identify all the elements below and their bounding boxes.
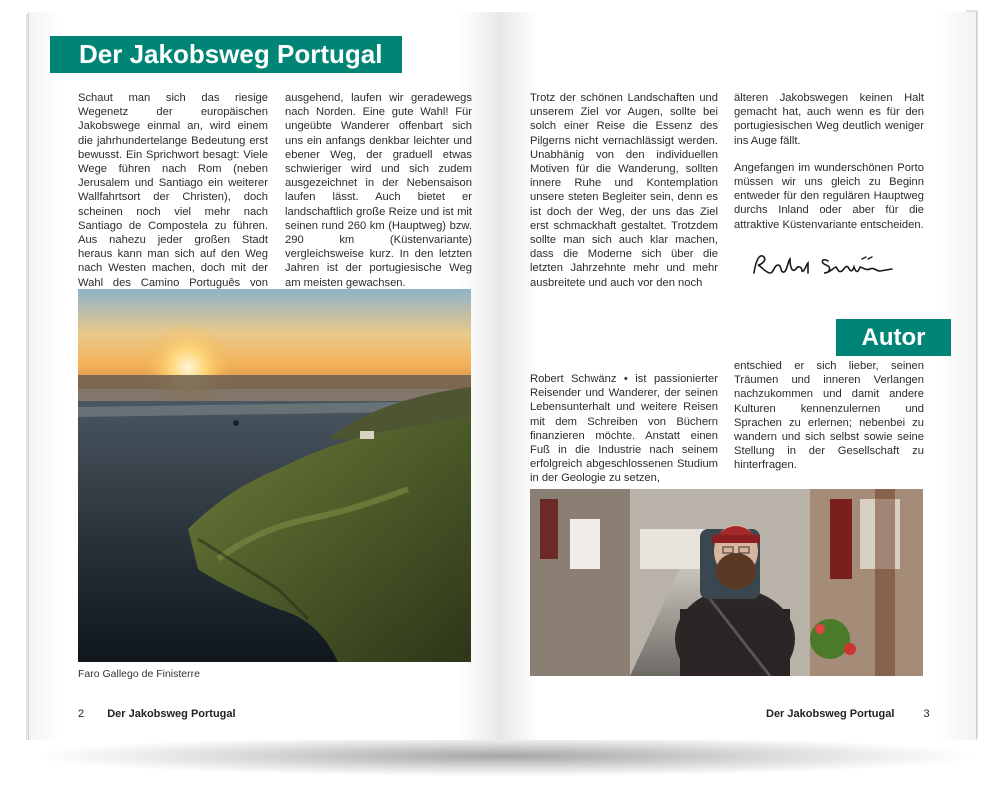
paragraph: entschied er sich lieber, seinen Träumen und inneren Verlangen nachzukommen und damit andere Kulturen kennenzulernen und Sprachen zu erlernen; nebenbei zu wandern und sich selbst sowie seine Stellung in der Gesellschaft zu hinterfragen.	[734, 360, 924, 472]
author-heading: Autor	[836, 319, 951, 356]
chapter-title: Der Jakobsweg Portugal	[50, 36, 402, 73]
paragraph: Angefangen im wunderschönen Porto müssen wir uns gleich zu Beginn entweder für den regulären Hauptweg durchs Inland oder aber für die attraktive Küstenvariante entscheiden.	[734, 161, 924, 231]
page-number: 3	[923, 708, 930, 720]
right-text-column-2	[734, 91, 924, 245]
author-text-column-1	[530, 372, 718, 499]
author-text-column-2	[734, 359, 924, 486]
running-title: Der Jakobsweg Portugal	[107, 708, 236, 720]
paragraph: Robert Schwänz • ist passionierter Reisender und Wanderer, der seinen Lebensunterhalt und weitere Reisen mit dem Schreiben von Büchern finanzieren möchte. Anstatt einen Fuß in die Industrie nach seinem erfolgreich abgeschlossenen Studium in der Geologie zu setzen,	[530, 373, 718, 485]
running-title: Der Jakobsweg Portugal	[766, 708, 895, 720]
photo-caption: Faro Gallego de Finisterre	[78, 668, 200, 680]
left-text-column-1	[78, 91, 268, 317]
right-text-column-1	[530, 91, 718, 303]
paragraph: Schaut man sich das riesige Wegenetz der europäischen Jakobswege einmal an, wird einem die jahrhundertelange Bedeutung erst bewusst. Ein Sprichwort besagt: Viele Wege führen nach Rom (neben Jerusalem und Santiago ein weiterer Wallfahrtsort der Christen), doch scheinen noch viel mehr nach Santiago de Compostela zu führen. Aus nahezu jeder großen Stadt heraus kann man sich auf den Weg nach Westen machen, doch mit der Wahl des Camino Português von	[78, 92, 268, 289]
page-number: 2	[78, 708, 85, 720]
book-shadow	[40, 736, 970, 776]
author-signature	[750, 247, 910, 283]
author-photo	[530, 489, 923, 676]
paragraph: Trotz der schönen Landschaften und unserem Ziel vor Augen, sollte bei solch einer Reise die Essenz des Pilgerns nicht vernachlässigt werden. Unabhänig von den individuellen Motiven für die Wanderung, sollten innere Ruhe und Kontemplation unsere steten Begleiter sein, denn es ist doch der Weg, der uns das Ziel erst schmackhaft gestaltet. Trotzdem sollte man sich auch klar machen, dass die Moderne sich über die letzten Jahrzehnte mehr und mehr ausbreitete und auch vor den noch	[530, 92, 718, 289]
right-footer	[766, 708, 930, 720]
left-text-column-2	[285, 91, 472, 303]
paragraph: ausgehend, laufen wir geradewegs nach Norden. Eine gute Wahl! Für ungeübte Wanderer offenbart sich uns ein anfangs denkbar leichter und ebener Weg, der graduell etwas schwieriger wird und sich zudem ausgezeichnet in der Nebensaison laufen lässt. Auch bietet er landschaftlich große Reize und ist mit seinen rund 260 km (Hauptweg) bzw. 290 km (Küstenvariante) vergleichsweise kurz. In den letzten Jahren ist der portugiesische Weg am meisten gewachsen.	[285, 92, 472, 289]
lighthouse-coast-photo	[78, 289, 471, 662]
paragraph: älteren Jakobswegen keinen Halt gemacht hat, auch wenn es für den portugiesischen Weg deutlich weniger ins Auge fällt.	[734, 92, 924, 147]
left-footer	[78, 708, 236, 720]
